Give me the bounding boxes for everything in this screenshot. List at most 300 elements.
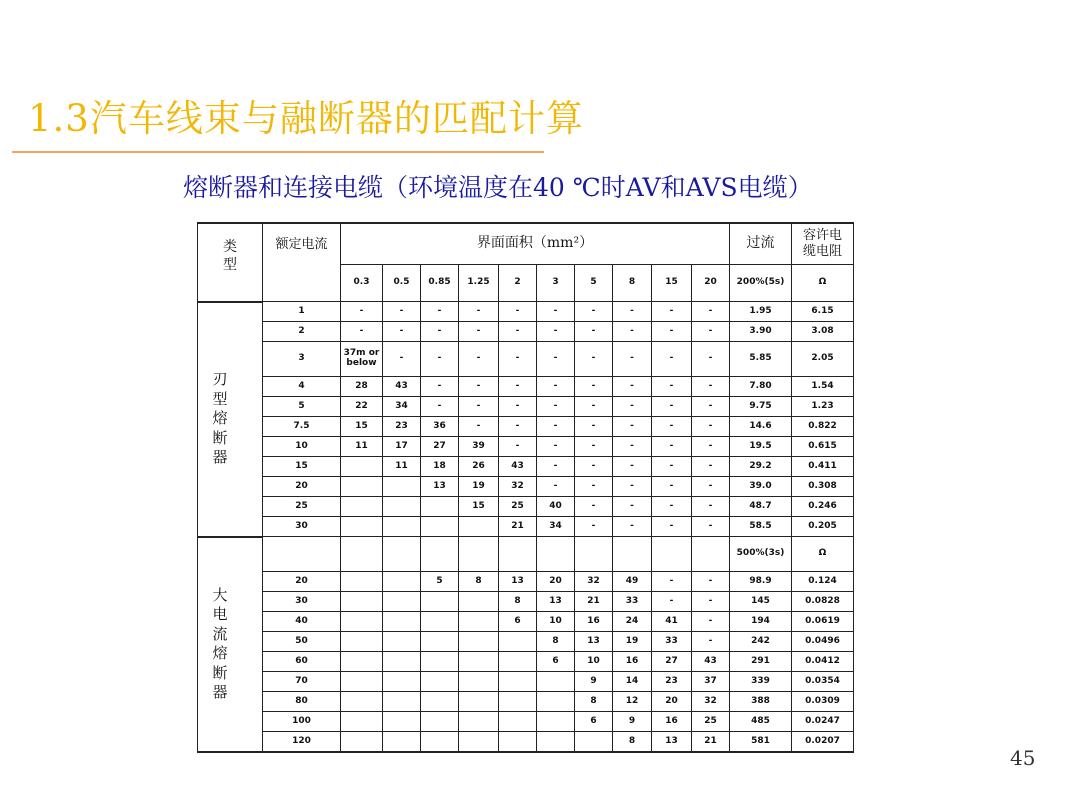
cable-length-cell xyxy=(421,712,459,732)
resistance-cell: 0.124 xyxy=(792,572,854,592)
table-row xyxy=(198,572,854,592)
overcurrent-cell: 3.90 xyxy=(730,322,792,342)
cable-length-cell: - xyxy=(575,477,613,497)
overcurrent-cell: 485 xyxy=(730,712,792,732)
rated-current-cell: 10 xyxy=(263,437,341,457)
rated-current-cell: 50 xyxy=(263,632,341,652)
cable-length-cell: 8 xyxy=(613,732,652,753)
resistance-unit: Ω xyxy=(792,537,854,572)
cable-length-cell: 11 xyxy=(341,437,383,457)
cable-length-cell: - xyxy=(613,322,652,342)
cable-length-cell xyxy=(459,732,499,753)
cable-length-cell: 14 xyxy=(613,672,652,692)
table-row xyxy=(198,302,854,322)
resistance-cell: 0.0412 xyxy=(792,652,854,672)
overcurrent-cell: 1.95 xyxy=(730,302,792,322)
cable-length-cell xyxy=(575,537,613,572)
resistance-cell: 0.0354 xyxy=(792,672,854,692)
cable-length-cell: - xyxy=(692,517,730,537)
cable-length-cell: 36 xyxy=(421,417,459,437)
table-row xyxy=(198,377,854,397)
cable-length-cell: 10 xyxy=(575,652,613,672)
cable-length-cell: 27 xyxy=(421,437,459,457)
rated-current-cell: 40 xyxy=(263,612,341,632)
cable-length-cell: 37m or below xyxy=(341,342,383,377)
cable-length-cell xyxy=(383,537,421,572)
overcurrent-cell: 5.85 xyxy=(730,342,792,377)
cable-length-cell xyxy=(499,692,537,712)
cable-length-cell: 37 xyxy=(692,672,730,692)
cable-length-cell: 32 xyxy=(692,692,730,712)
cable-length-cell xyxy=(341,692,383,712)
cable-length-cell: 23 xyxy=(383,417,421,437)
cable-length-cell xyxy=(499,537,537,572)
cable-length-cell xyxy=(341,477,383,497)
cable-length-cell xyxy=(575,732,613,753)
cable-length-cell: - xyxy=(613,457,652,477)
cable-length-cell: - xyxy=(575,417,613,437)
table-row xyxy=(198,517,854,537)
cable-length-cell: 43 xyxy=(383,377,421,397)
rated-current-cell: 20 xyxy=(263,572,341,592)
cable-length-cell: - xyxy=(692,322,730,342)
cable-length-cell xyxy=(341,712,383,732)
cable-length-cell xyxy=(383,672,421,692)
overcurrent-cell: 581 xyxy=(730,732,792,753)
resistance-cell: 0.246 xyxy=(792,497,854,517)
size-header-cell: 0.5 xyxy=(383,265,421,302)
resistance-cell: 0.0207 xyxy=(792,732,854,753)
cable-length-cell: 8 xyxy=(537,632,575,652)
cable-length-cell xyxy=(421,652,459,672)
overcurrent-cell: 48.7 xyxy=(730,497,792,517)
cable-length-cell: - xyxy=(383,302,421,322)
cable-length-cell: - xyxy=(537,457,575,477)
blade-fuse-section xyxy=(198,302,854,537)
cable-length-cell: 21 xyxy=(575,592,613,612)
cable-length-cell: - xyxy=(652,377,692,397)
resistance-cell: 2.05 xyxy=(792,342,854,377)
overcurrent-cell: 98.9 xyxy=(730,572,792,592)
cable-length-cell: 13 xyxy=(652,732,692,753)
cable-length-cell: - xyxy=(575,377,613,397)
cable-length-cell: 43 xyxy=(499,457,537,477)
cable-length-cell xyxy=(383,497,421,517)
cable-length-cell: 34 xyxy=(537,517,575,537)
cable-length-cell xyxy=(459,712,499,732)
cable-length-cell xyxy=(537,712,575,732)
header-allowable-resistance: 容许电缆电阻 xyxy=(792,223,854,265)
rated-current-cell: 7.5 xyxy=(263,417,341,437)
cable-length-cell: 41 xyxy=(652,612,692,632)
cable-length-cell xyxy=(537,692,575,712)
cable-length-cell: - xyxy=(692,572,730,592)
header-rated-current: 额定电流 xyxy=(263,223,341,302)
cable-length-cell: 28 xyxy=(341,377,383,397)
cable-length-cell xyxy=(341,457,383,477)
rated-current-cell: 1 xyxy=(263,302,341,322)
cable-length-cell xyxy=(383,612,421,632)
resistance-cell: 0.0496 xyxy=(792,632,854,652)
cable-length-cell xyxy=(459,537,499,572)
blade-overcurrent-label: 200%(5s) xyxy=(730,265,792,302)
cable-length-cell: 21 xyxy=(692,732,730,753)
cable-length-cell: - xyxy=(575,342,613,377)
resistance-cell: 0.205 xyxy=(792,517,854,537)
cable-length-cell: - xyxy=(613,477,652,497)
cable-length-cell: - xyxy=(459,342,499,377)
large-fuse-section xyxy=(198,537,854,753)
cable-length-cell xyxy=(537,537,575,572)
title-divider xyxy=(12,151,544,153)
cable-length-cell: 5 xyxy=(421,572,459,592)
cable-length-cell: 24 xyxy=(613,612,652,632)
cable-length-cell: - xyxy=(692,397,730,417)
cable-length-cell: - xyxy=(575,437,613,457)
cable-length-cell: - xyxy=(537,302,575,322)
cable-length-cell xyxy=(459,692,499,712)
cable-length-cell: 8 xyxy=(499,592,537,612)
rated-current-cell: 25 xyxy=(263,497,341,517)
cable-length-cell xyxy=(499,652,537,672)
cable-length-cell: 23 xyxy=(652,672,692,692)
cable-length-cell: - xyxy=(692,457,730,477)
cable-length-cell: - xyxy=(537,437,575,457)
rated-current-cell: 30 xyxy=(263,592,341,612)
header-cross-section: 界面面积（mm²） xyxy=(341,223,730,265)
cable-length-cell: - xyxy=(692,612,730,632)
cable-length-cell: 9 xyxy=(575,672,613,692)
cable-length-cell: - xyxy=(692,632,730,652)
cable-length-cell: - xyxy=(652,457,692,477)
header-overcurrent: 过流 xyxy=(730,223,792,265)
cable-length-cell: - xyxy=(459,322,499,342)
cable-length-cell xyxy=(421,517,459,537)
cable-length-cell: - xyxy=(383,342,421,377)
table-row xyxy=(198,672,854,692)
cable-length-cell: - xyxy=(692,437,730,457)
cable-length-cell xyxy=(459,652,499,672)
cable-length-cell: - xyxy=(652,592,692,612)
page-number: 45 xyxy=(1010,746,1036,770)
cable-length-cell: - xyxy=(575,397,613,417)
cable-length-cell xyxy=(692,537,730,572)
table-row xyxy=(198,322,854,342)
overcurrent-cell: 39.0 xyxy=(730,477,792,497)
cable-length-cell: 6 xyxy=(499,612,537,632)
cable-length-cell: 13 xyxy=(575,632,613,652)
cable-length-cell: - xyxy=(383,322,421,342)
cable-length-cell: - xyxy=(499,437,537,457)
cable-length-cell xyxy=(421,537,459,572)
cable-length-cell: 17 xyxy=(383,437,421,457)
cable-length-cell: 19 xyxy=(613,632,652,652)
cable-length-cell xyxy=(383,517,421,537)
cable-length-cell: - xyxy=(652,477,692,497)
table-caption: 熔断器和连接电缆（环境温度在40 ℃时AV和AVS电缆） xyxy=(183,173,813,202)
size-header-cell: 2 xyxy=(499,265,537,302)
table-row xyxy=(198,437,854,457)
cable-length-cell: - xyxy=(421,302,459,322)
cable-length-cell: - xyxy=(692,302,730,322)
resistance-cell: 0.411 xyxy=(792,457,854,477)
cable-length-cell: 25 xyxy=(692,712,730,732)
cable-length-cell: - xyxy=(499,302,537,322)
cable-length-cell: 39 xyxy=(459,437,499,457)
rated-current-cell: 2 xyxy=(263,322,341,342)
table-row xyxy=(198,417,854,437)
resistance-cell: 0.308 xyxy=(792,477,854,497)
cable-length-cell: - xyxy=(692,377,730,397)
cable-length-cell xyxy=(341,592,383,612)
cable-length-cell: - xyxy=(421,322,459,342)
cable-length-cell: - xyxy=(652,517,692,537)
cable-length-cell: 40 xyxy=(537,497,575,517)
cable-length-cell: - xyxy=(499,342,537,377)
cable-length-cell xyxy=(383,592,421,612)
cable-length-cell: - xyxy=(613,517,652,537)
cable-length-cell: 11 xyxy=(383,457,421,477)
rated-current-cell xyxy=(263,537,341,572)
cable-length-cell: 18 xyxy=(421,457,459,477)
overcurrent-cell: 388 xyxy=(730,692,792,712)
cable-length-cell: - xyxy=(575,497,613,517)
cable-length-cell: 25 xyxy=(499,497,537,517)
resistance-cell: 0.0247 xyxy=(792,712,854,732)
overcurrent-cell: 291 xyxy=(730,652,792,672)
rated-current-cell: 60 xyxy=(263,652,341,672)
overcurrent-cell: 145 xyxy=(730,592,792,612)
cable-length-cell: 13 xyxy=(537,592,575,612)
cable-length-cell xyxy=(613,537,652,572)
cable-length-cell: 6 xyxy=(575,712,613,732)
cable-length-cell: - xyxy=(421,377,459,397)
cable-length-cell: - xyxy=(692,497,730,517)
cable-length-cell xyxy=(421,612,459,632)
cable-length-cell: - xyxy=(459,377,499,397)
cable-length-cell: - xyxy=(459,302,499,322)
cable-length-cell: - xyxy=(613,497,652,517)
overcurrent-cell: 7.80 xyxy=(730,377,792,397)
cable-length-cell: 20 xyxy=(537,572,575,592)
cable-length-cell xyxy=(383,652,421,672)
cable-length-cell xyxy=(499,732,537,753)
table-row xyxy=(198,632,854,652)
cable-length-cell xyxy=(341,572,383,592)
cable-length-cell xyxy=(537,732,575,753)
cable-length-cell xyxy=(499,632,537,652)
cable-length-cell: 22 xyxy=(341,397,383,417)
cable-length-cell xyxy=(383,732,421,753)
cable-length-cell: 13 xyxy=(421,477,459,497)
table-row xyxy=(198,397,854,417)
cable-length-cell: - xyxy=(499,397,537,417)
cable-length-cell: - xyxy=(692,417,730,437)
cable-length-cell xyxy=(383,477,421,497)
cable-length-cell: 16 xyxy=(652,712,692,732)
size-header-cell: 5 xyxy=(575,265,613,302)
rated-current-cell: 15 xyxy=(263,457,341,477)
cable-length-cell: - xyxy=(613,437,652,457)
overcurrent-cell: 14.6 xyxy=(730,417,792,437)
table-row xyxy=(198,712,854,732)
cable-length-cell: - xyxy=(537,477,575,497)
slide-title: 1.3汽车线束与融断器的匹配计算 xyxy=(28,97,584,140)
resistance-cell: 1.23 xyxy=(792,397,854,417)
cable-length-cell: - xyxy=(459,417,499,437)
cable-length-cell xyxy=(459,592,499,612)
rated-current-cell: 120 xyxy=(263,732,341,753)
cable-length-cell: - xyxy=(341,302,383,322)
cable-length-cell xyxy=(421,672,459,692)
cable-length-cell: - xyxy=(421,342,459,377)
cable-length-cell: 33 xyxy=(613,592,652,612)
cable-length-cell xyxy=(341,632,383,652)
cable-length-cell: 15 xyxy=(341,417,383,437)
table-row xyxy=(198,732,854,753)
cable-length-cell: 19 xyxy=(459,477,499,497)
cable-length-cell: - xyxy=(652,572,692,592)
section-type-label: 大 电 流 熔 断 器 xyxy=(198,537,263,753)
cable-length-cell: - xyxy=(421,397,459,417)
table-row xyxy=(198,692,854,712)
resistance-cell: 0.615 xyxy=(792,437,854,457)
size-header-cell: 1.25 xyxy=(459,265,499,302)
resistance-cell: 0.0309 xyxy=(792,692,854,712)
cable-length-cell: 10 xyxy=(537,612,575,632)
section-header-row xyxy=(198,537,854,572)
rated-current-cell: 5 xyxy=(263,397,341,417)
cable-length-cell: - xyxy=(499,417,537,437)
cable-length-cell xyxy=(341,497,383,517)
table-header-row xyxy=(198,223,854,265)
cable-length-cell: 16 xyxy=(613,652,652,672)
cable-length-cell: - xyxy=(652,497,692,517)
cable-length-cell xyxy=(421,592,459,612)
cable-length-cell: - xyxy=(459,397,499,417)
cable-length-cell: 49 xyxy=(613,572,652,592)
cable-length-cell: - xyxy=(692,592,730,612)
cable-length-cell: - xyxy=(537,397,575,417)
overcurrent-cell: 29.2 xyxy=(730,457,792,477)
overcurrent-cell: 242 xyxy=(730,632,792,652)
overcurrent-cell: 9.75 xyxy=(730,397,792,417)
cable-length-cell: 8 xyxy=(575,692,613,712)
cable-length-cell: 8 xyxy=(459,572,499,592)
cable-length-cell: - xyxy=(652,437,692,457)
cable-length-cell: - xyxy=(341,322,383,342)
cable-length-cell xyxy=(459,672,499,692)
cable-length-cell xyxy=(499,712,537,732)
cable-length-cell: - xyxy=(652,302,692,322)
overcurrent-cell: 58.5 xyxy=(730,517,792,537)
cable-length-cell: - xyxy=(537,342,575,377)
cable-length-cell: - xyxy=(652,322,692,342)
cable-length-cell: - xyxy=(537,377,575,397)
cable-length-cell: - xyxy=(613,302,652,322)
rated-current-cell: 30 xyxy=(263,517,341,537)
size-header-cell: 0.3 xyxy=(341,265,383,302)
cable-length-cell: - xyxy=(613,377,652,397)
resistance-cell: 0.0619 xyxy=(792,612,854,632)
rated-current-cell: 4 xyxy=(263,377,341,397)
cable-length-cell xyxy=(421,692,459,712)
size-header-cell: 20 xyxy=(692,265,730,302)
cable-length-cell: - xyxy=(652,397,692,417)
fuse-cable-table xyxy=(197,222,854,753)
cable-length-cell: - xyxy=(613,342,652,377)
cable-length-cell xyxy=(383,572,421,592)
cable-length-cell: 16 xyxy=(575,612,613,632)
cable-length-cell xyxy=(652,537,692,572)
header-type: 类 型 xyxy=(198,223,263,302)
table-row xyxy=(198,497,854,517)
table-row xyxy=(198,592,854,612)
table-row xyxy=(198,477,854,497)
table-row xyxy=(198,652,854,672)
size-header-cell: 0.85 xyxy=(421,265,459,302)
cable-length-cell xyxy=(421,732,459,753)
cable-length-cell xyxy=(383,632,421,652)
cable-length-cell: 43 xyxy=(692,652,730,672)
cable-length-cell xyxy=(421,632,459,652)
table-row xyxy=(198,457,854,477)
blade-resistance-unit: Ω xyxy=(792,265,854,302)
cable-length-cell xyxy=(459,517,499,537)
cable-length-cell: - xyxy=(692,477,730,497)
cable-length-cell: 32 xyxy=(575,572,613,592)
resistance-cell: 0.0828 xyxy=(792,592,854,612)
cable-length-cell: - xyxy=(537,417,575,437)
resistance-cell: 1.54 xyxy=(792,377,854,397)
cable-length-cell xyxy=(499,672,537,692)
cable-length-cell: - xyxy=(613,397,652,417)
cable-length-cell: 12 xyxy=(613,692,652,712)
size-header-cell: 3 xyxy=(537,265,575,302)
rated-current-cell: 3 xyxy=(263,342,341,377)
cable-length-cell xyxy=(383,692,421,712)
resistance-cell: 6.15 xyxy=(792,302,854,322)
cable-length-cell xyxy=(459,632,499,652)
cable-length-cell: - xyxy=(575,302,613,322)
rated-current-cell: 70 xyxy=(263,672,341,692)
rated-current-cell: 20 xyxy=(263,477,341,497)
resistance-cell: 3.08 xyxy=(792,322,854,342)
size-header-cell: 8 xyxy=(613,265,652,302)
cable-length-cell: - xyxy=(499,377,537,397)
cable-length-cell: - xyxy=(692,342,730,377)
cable-length-cell: 27 xyxy=(652,652,692,672)
resistance-cell: 0.822 xyxy=(792,417,854,437)
cable-length-cell: 26 xyxy=(459,457,499,477)
cable-length-cell: - xyxy=(652,342,692,377)
cable-length-cell: - xyxy=(575,457,613,477)
cable-length-cell xyxy=(421,497,459,517)
overcurrent-cell: 194 xyxy=(730,612,792,632)
cable-length-cell: - xyxy=(537,322,575,342)
cable-length-cell: 13 xyxy=(499,572,537,592)
cable-length-cell: 32 xyxy=(499,477,537,497)
cable-length-cell xyxy=(459,612,499,632)
cable-length-cell xyxy=(341,652,383,672)
cable-length-cell: - xyxy=(613,417,652,437)
cable-length-cell: 15 xyxy=(459,497,499,517)
overcurrent-label: 500%(3s) xyxy=(730,537,792,572)
rated-current-cell: 80 xyxy=(263,692,341,712)
table-row xyxy=(198,342,854,377)
cable-length-cell: - xyxy=(575,517,613,537)
cable-length-cell xyxy=(537,672,575,692)
